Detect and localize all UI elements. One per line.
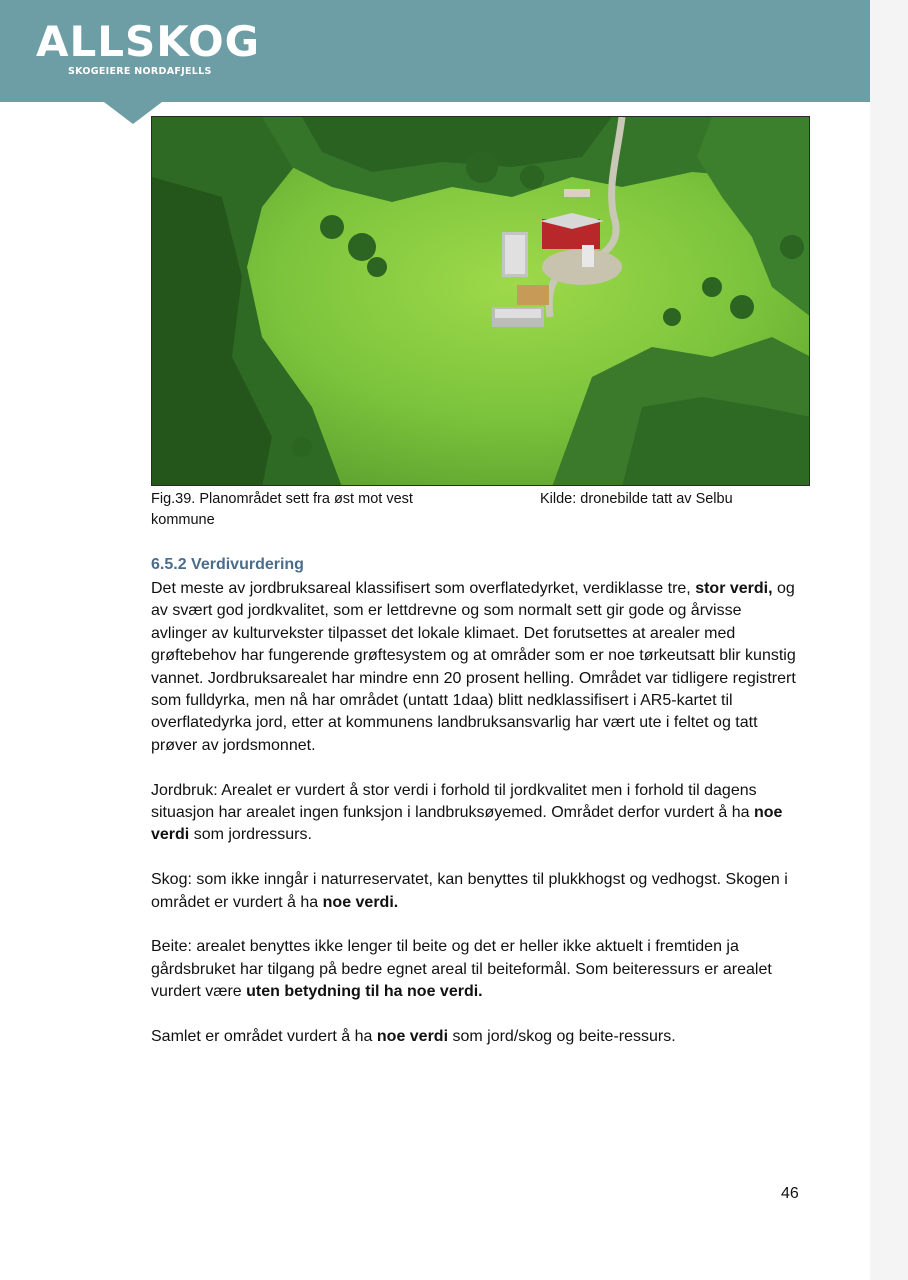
paragraph-samlet [151,1026,801,1048]
bold-run: noe verdi. [322,893,399,911]
aerial-photo [151,116,810,486]
text-run: som jordressurs. [189,826,312,844]
paragraph-jordbruk [151,780,801,847]
text-run: og av svært god jordkvalitet, som er lettdrevne og som normalt sett gir gode og årvisse avlinger av kulturvekster tilpasset det lokale klimaet. Det forutsettes at arealer med grøftebehov har fungerende grøftesystem og at områder som er noe tørkeutsatt blir kunstig vannet. Jordbruksarealet har mindre enn 20 prosent helling. Området var tidligere registrert som fulldyrka, men nå har området (untatt 1daa) blitt nedklassifisert i AR5-kartet til overflatedyrka jord, etter at kommunens landbruksansvarlig har vært ute i feltet og tatt prøver av jordsmonnet. [151,580,796,754]
paragraph-intro [151,578,801,757]
text-run: Beite: arealet benyttes ikke lenger til beite og det er heller ikke aktuelt i fremtiden ja gårdsbruket har tilgang på bedre egnet areal til beiteformål. Som beiteressurs er arealet vurdert være [151,938,772,1001]
caption-text: Fig.39. Planområdet sett fra øst mot vest [151,491,413,507]
text-run: Skog: som ikke inngår i naturreservatet, kan benyttes til plukkhogst og vedhogst. Skogen i området er vurdert å ha [151,871,788,911]
paragraph-beite [151,936,801,1003]
page-margin-strip [870,0,908,1280]
caption-continuation: kommune [151,512,215,528]
logo-wordmark: ALLSKOG [36,17,261,66]
bold-run: noe verdi [151,804,783,844]
caption-source: Kilde: dronebilde tatt av Selbu [540,491,733,507]
logo-tagline: SKOGEIERE NORDAFJELLS [68,66,212,77]
text-run: som jord/skog og beite-ressurs. [448,1028,676,1046]
bold-run: noe verdi [376,1028,449,1046]
section-heading: 6.5.2 Verdivurdering [151,556,304,573]
figure-caption [151,489,791,531]
bold-run: stor verdi, [695,580,773,597]
text-run: Jordbruk: Arealet er vurdert å stor verdi i forhold til jordkvalitet men i forhold til dagens situasjon har arealet ingen funksjon i landbruksøyemed. Området derfor vurdert å ha [151,781,757,822]
text-run: Det meste av jordbruksareal klassifisert som overflatedyrket, verdiklasse tre, [151,580,696,597]
bold-run: uten betydning til ha noe verdi. [246,983,483,1001]
paragraph-skog [151,869,801,914]
text-run: Samlet er området vurdert å ha [151,1028,377,1046]
page-number: 46 [781,1185,799,1202]
section-body [151,578,801,1071]
